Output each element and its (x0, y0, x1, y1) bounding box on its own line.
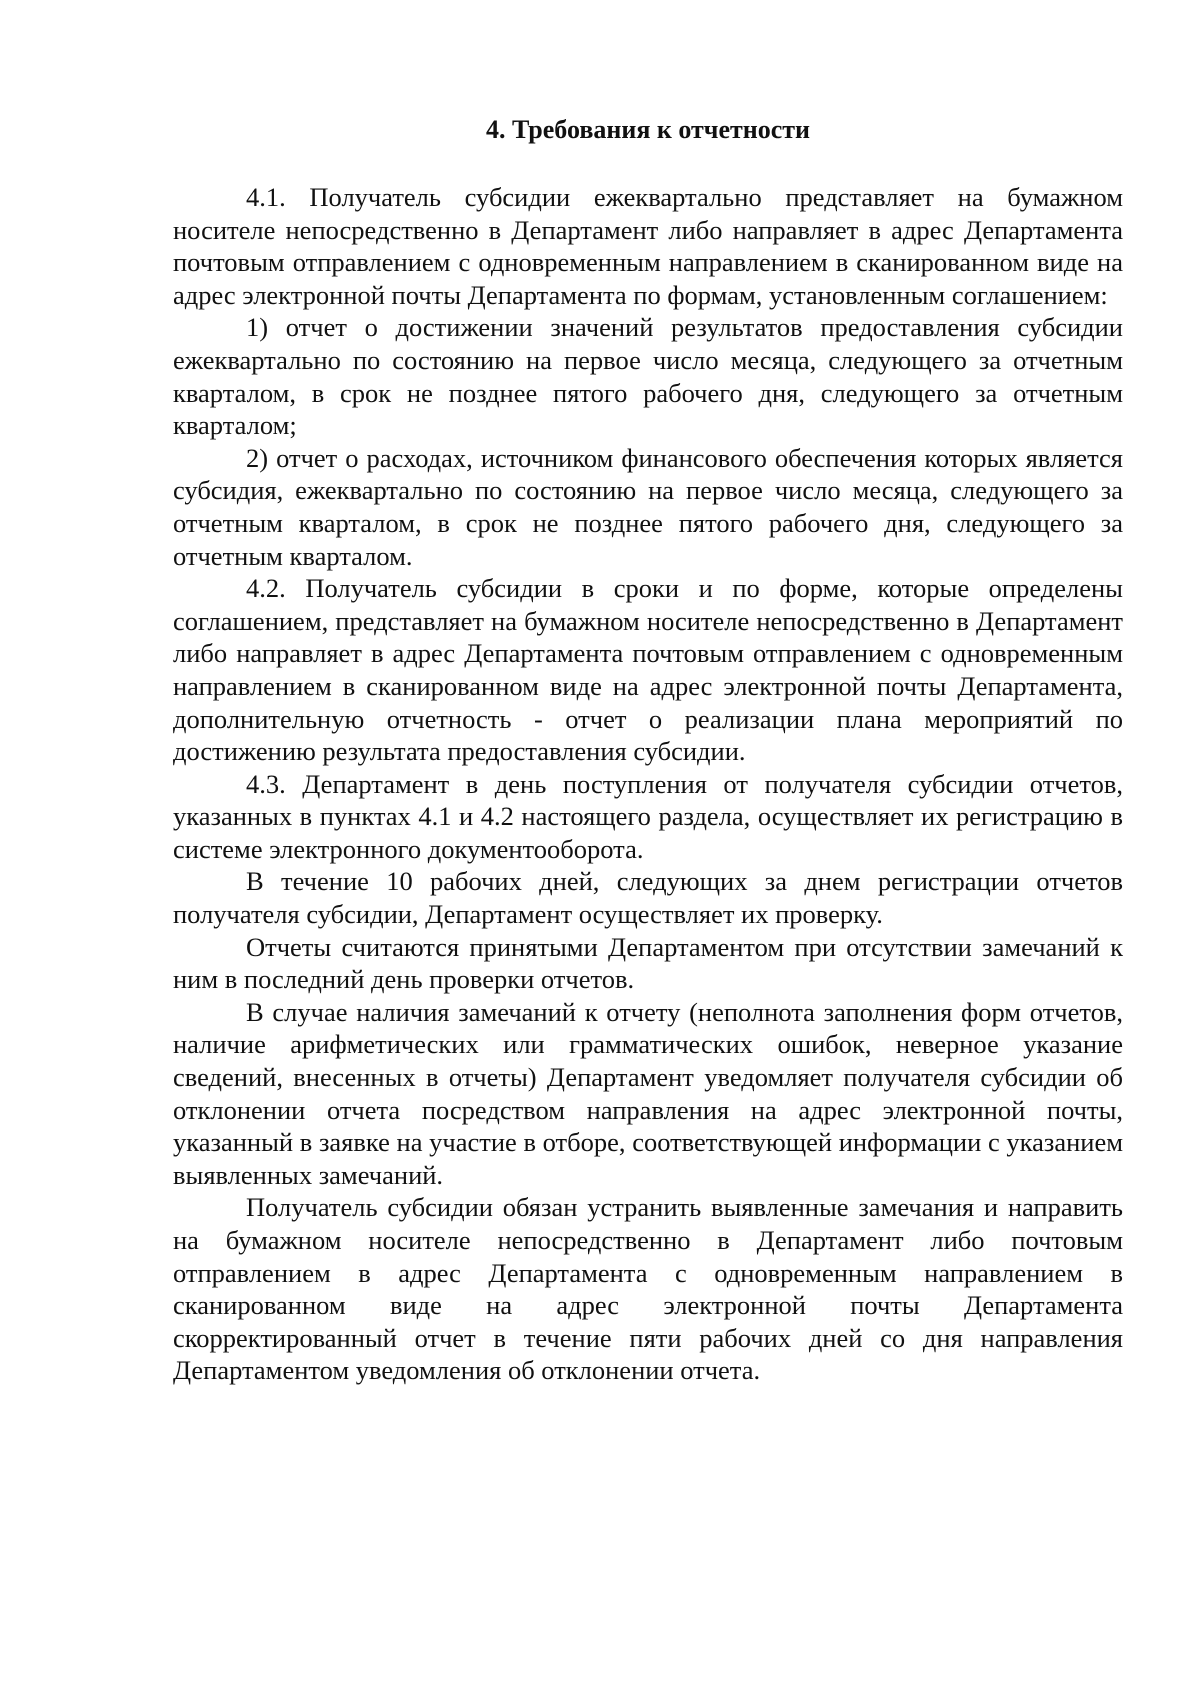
paragraph-remarks: В случае наличия замечаний к отчету (неполнота заполнения форм отчетов, наличие арифметических или грамматических ошибок, неверное указание сведений, внесенных в отчеты) Департамент уведомляет получателя субсидии об отклонении отчета посредством направления на адрес электронной почты, указанный в заявке на участие в отборе, соответствующей информации с указанием выявленных замечаний. (173, 996, 1123, 1190)
section-heading: 4. Требования к отчетности (485, 115, 811, 144)
paragraph-review-period: В течение 10 рабочих дней, следующих за днем регистрации отчетов получателя субсидии, Департамент осуществляет их проверку. (173, 866, 1123, 930)
paragraph-4-1-item-2: 2) отчет о расходах, источником финансового обеспечения которых является субсидия, ежеквартально по состоянию на первое число месяца, следующего за отчетным кварталом, в срок не позднее пятого рабочего дня, следующего за отчетным кварталом. (173, 442, 1123, 571)
section-body (173, 181, 1123, 1387)
paragraph-4-1-item-1: 1) отчет о достижении значений результатов предоставления субсидии ежеквартально по состоянию на первое число месяца, следующего за отчетным кварталом, в срок не позднее пятого рабочего дня, следующего за отчетным кварталом; (173, 312, 1123, 441)
paragraph-4-3: 4.3. Департамент в день поступления от получателя субсидии отчетов, указанных в пунктах 4.1 и 4.2 настоящего раздела, осуществляет их регистрацию в системе электронного документооборота. (173, 768, 1123, 864)
paragraph-4-2: 4.2. Получатель субсидии в сроки и по форме, которые определены соглашением, представляет на бумажном носителе непосредственно в Департамент либо направляет в адрес Департамента почтовым отправлением с одновременным направлением в сканированном виде на адрес электронной почты Департамента, дополнительную отчетность - отчет о реализации плана мероприятий по достижению результата предоставления субсидии. (173, 573, 1123, 767)
paragraph-4-1: 4.1. Получатель субсидии ежеквартально представляет на бумажном носителе непосредственно в Департамент либо направляет в адрес Департамента почтовым отправлением с одновременным направлением в сканированном виде на адрес электронной почты Департамента по формам, установленным соглашением: (173, 182, 1123, 310)
paragraph-correction: Получатель субсидии обязан устранить выявленные замечания и направить на бумажном носителе непосредственно в Департамент либо почтовым отправлением в адрес Департамента с одновременным направлением в сканированном виде на адрес электронной почты Департамента скорректированный отчет в течение пяти рабочих дней со дня направления Департаментом уведомления об отклонении отчета. (173, 1192, 1123, 1386)
paragraph-acceptance: Отчеты считаются принятыми Департаментом при отсутствии замечаний к ним в последний день проверки отчетов. (173, 931, 1123, 995)
